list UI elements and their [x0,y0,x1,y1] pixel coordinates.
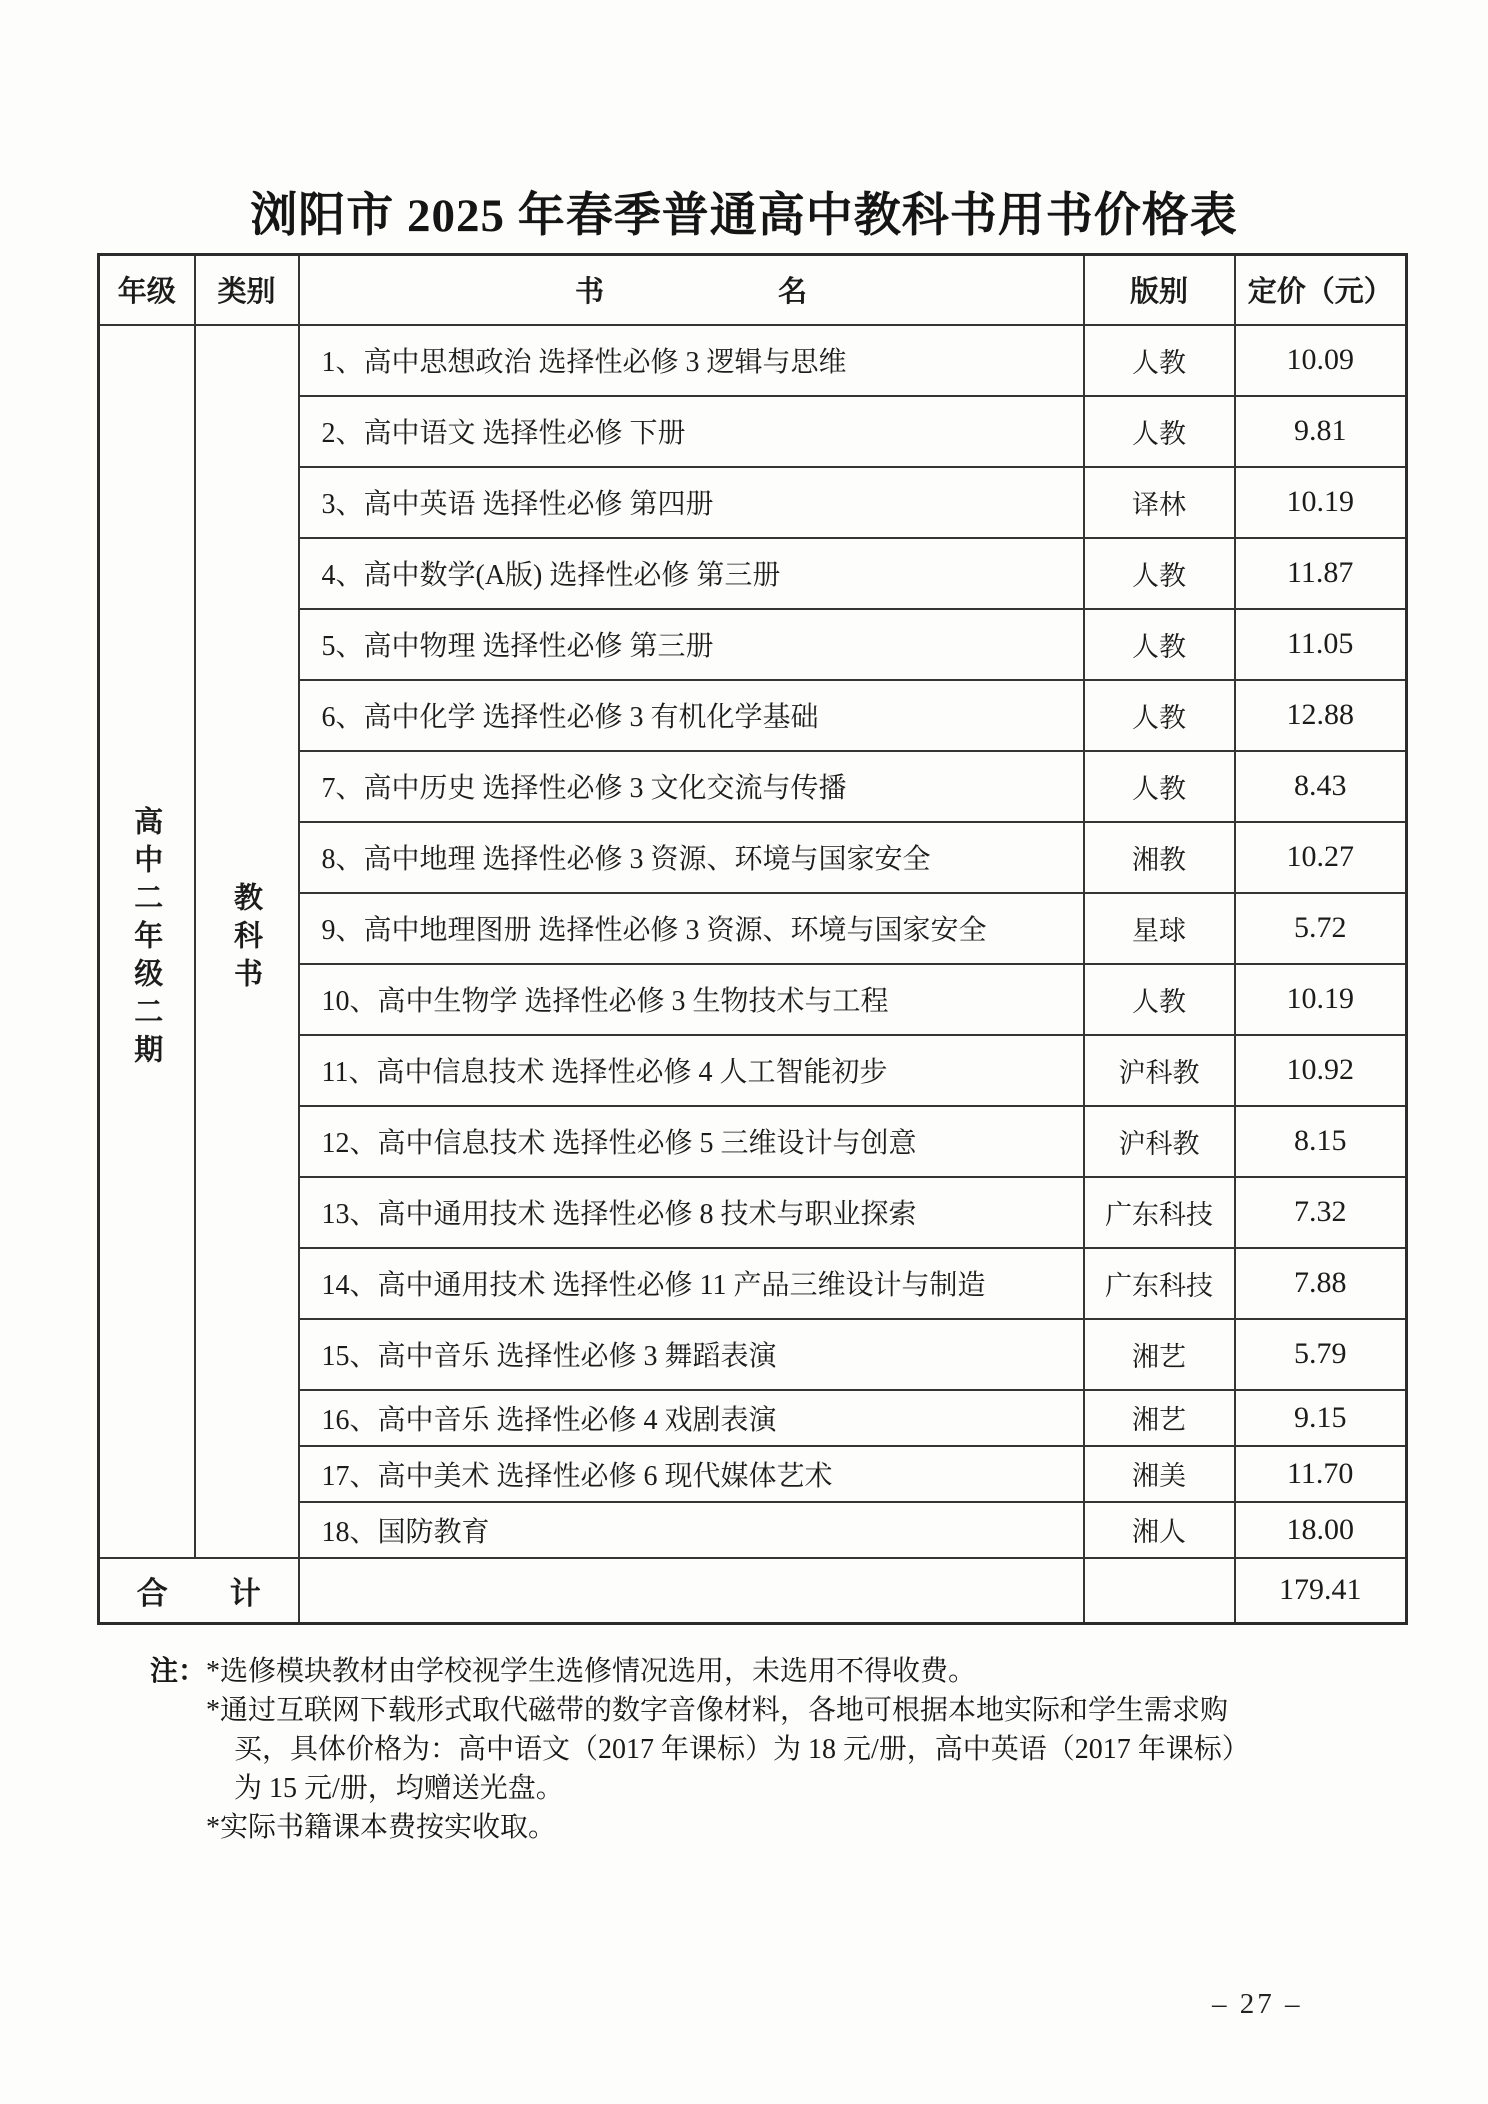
col-header-price: 定价（元） [1235,255,1407,325]
book-name-cell: 11、高中信息技术 选择性必修 4 人工智能初步 [299,1035,1084,1106]
price-cell: 10.92 [1235,1035,1407,1106]
publisher-cell: 人教 [1084,396,1235,467]
notes-prefix: 注： [150,1656,207,1687]
col-header-edition: 版别 [1084,255,1235,325]
col-header-category: 类别 [195,255,299,325]
book-name-cell: 17、高中美术 选择性必修 6 现代媒体艺术 [299,1446,1084,1502]
total-empty-publisher-cell [1084,1558,1235,1624]
publisher-cell: 广东科技 [1084,1248,1235,1319]
notes-section [150,1652,1440,1847]
publisher-cell: 湘人 [1084,1502,1235,1558]
price-cell: 5.72 [1235,893,1407,964]
total-label-cell: 合 计 [99,1558,299,1624]
publisher-cell: 人教 [1084,751,1235,822]
col-header-book-name: 书 名 [299,255,1084,325]
total-price-cell: 179.41 [1235,1558,1407,1624]
publisher-cell: 湘艺 [1084,1390,1235,1446]
total-empty-name-cell [299,1558,1084,1624]
page-title: 浏阳市 2025 年春季普通高中教科书用书价格表 [250,190,1238,242]
price-cell: 10.19 [1235,467,1407,538]
book-name-cell: 7、高中历史 选择性必修 3 文化交流与传播 [299,751,1084,822]
grade-cell [99,325,195,1558]
price-cell: 9.81 [1235,396,1407,467]
book-name-cell: 4、高中数学(A版) 选择性必修 第三册 [299,538,1084,609]
publisher-cell: 人教 [1084,609,1235,680]
publisher-cell: 沪科教 [1084,1106,1235,1177]
price-cell: 5.79 [1235,1319,1407,1390]
book-name-cell: 18、国防教育 [299,1502,1084,1558]
price-cell: 11.05 [1235,609,1407,680]
book-name-cell: 14、高中通用技术 选择性必修 11 产品三维设计与制造 [299,1248,1084,1319]
note-item: *通过互联网下载形式取代磁带的数字音像材料，各地可根据本地实际和学生需求购买，具体价格为：高中语文（2017 年课标）为 18 元/册，高中英语（2017 年课标）为 15 元/册，均赠送光盘。 [206,1695,1250,1804]
book-name-cell: 9、高中地理图册 选择性必修 3 资源、环境与国家安全 [299,893,1084,964]
book-name-cell: 1、高中思想政治 选择性必修 3 逻辑与思维 [299,325,1084,396]
price-cell: 12.88 [1235,680,1407,751]
category-label: 教科书 [230,881,262,996]
price-cell: 7.32 [1235,1177,1407,1248]
publisher-cell: 译林 [1084,467,1235,538]
price-cell: 10.27 [1235,822,1407,893]
total-row [99,1558,1407,1624]
price-cell: 18.00 [1235,1502,1407,1558]
book-name-cell: 8、高中地理 选择性必修 3 资源、环境与国家安全 [299,822,1084,893]
publisher-cell: 人教 [1084,325,1235,396]
category-cell [195,325,299,1558]
price-cell: 10.19 [1235,964,1407,1035]
publisher-cell: 人教 [1084,964,1235,1035]
note-item: *实际书籍课本费按实收取。 [206,1812,557,1843]
col-header-grade: 年级 [99,255,195,325]
publisher-cell: 人教 [1084,680,1235,751]
publisher-cell: 湘美 [1084,1446,1235,1502]
publisher-cell: 星球 [1084,893,1235,964]
grade-label: 高中二年级二期 [130,805,163,1072]
publisher-cell: 沪科教 [1084,1035,1235,1106]
table-header-row [99,255,1407,325]
price-cell: 10.09 [1235,325,1407,396]
textbook-price-table [97,253,1408,1625]
price-cell: 7.88 [1235,1248,1407,1319]
book-name-cell: 15、高中音乐 选择性必修 3 舞蹈表演 [299,1319,1084,1390]
note-item: *选修模块教材由学校视学生选修情况选用，未选用不得收费。 [206,1656,977,1687]
publisher-cell: 广东科技 [1084,1177,1235,1248]
book-name-cell: 10、高中生物学 选择性必修 3 生物技术与工程 [299,964,1084,1035]
book-name-cell: 16、高中音乐 选择性必修 4 戏剧表演 [299,1390,1084,1446]
table-row [99,325,1407,396]
price-cell: 11.70 [1235,1446,1407,1502]
price-cell: 8.15 [1235,1106,1407,1177]
book-name-cell: 3、高中英语 选择性必修 第四册 [299,467,1084,538]
price-cell: 11.87 [1235,538,1407,609]
notes-list [206,1652,1268,1847]
book-name-cell: 13、高中通用技术 选择性必修 8 技术与职业探索 [299,1177,1084,1248]
publisher-cell: 人教 [1084,538,1235,609]
book-name-cell: 5、高中物理 选择性必修 第三册 [299,609,1084,680]
page-number: – 27 – [1212,1988,1303,2020]
publisher-cell: 湘艺 [1084,1319,1235,1390]
book-name-cell: 2、高中语文 选择性必修 下册 [299,396,1084,467]
publisher-cell: 湘教 [1084,822,1235,893]
price-cell: 9.15 [1235,1390,1407,1446]
book-name-cell: 6、高中化学 选择性必修 3 有机化学基础 [299,680,1084,751]
price-cell: 8.43 [1235,751,1407,822]
book-name-cell: 12、高中信息技术 选择性必修 5 三维设计与创意 [299,1106,1084,1177]
